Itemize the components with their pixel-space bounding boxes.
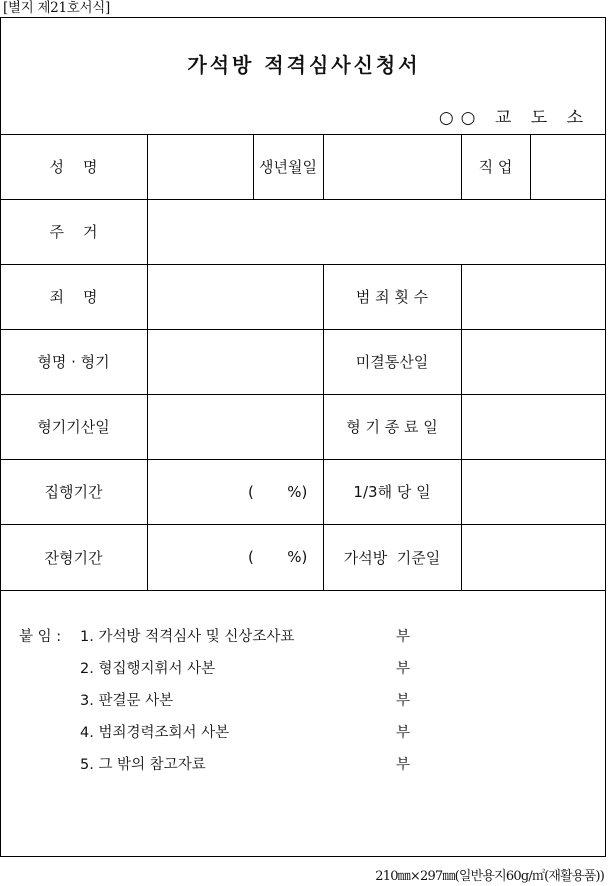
detention-days-label: 미결통산일 bbox=[355, 353, 429, 371]
sentence-field[interactable] bbox=[148, 329, 323, 394]
crime-count-field[interactable] bbox=[462, 264, 606, 329]
sentence-label: 형명 · 형기 bbox=[37, 353, 110, 371]
form-number-label: [별지 제21호서식] bbox=[3, 0, 110, 16]
attachment-item: 4. 범죄경력조회서 사본 bbox=[80, 725, 230, 741]
address-label: 주 거 bbox=[49, 223, 98, 241]
served-period-label: 집행기간 bbox=[44, 483, 103, 501]
term-end-field[interactable] bbox=[462, 394, 606, 459]
paper-spec-footer: 210㎜×297㎜(일반용지60g/㎡(재활용품)) bbox=[375, 869, 604, 884]
name-label: 성 명 bbox=[49, 158, 98, 176]
attachment-item: 2. 형집행지휘서 사본 bbox=[80, 661, 216, 677]
crime-name-label: 죄 명 bbox=[49, 288, 98, 306]
parole-base-date-field[interactable] bbox=[462, 524, 606, 590]
served-period-field[interactable]: ( %) bbox=[248, 482, 308, 501]
attachment-item: 5. 그 밖의 참고자료 bbox=[80, 757, 206, 773]
crime-name-field[interactable] bbox=[148, 264, 323, 329]
attachment-unit: 부 bbox=[396, 661, 411, 677]
parole-base-date-label: 가석방 기준일 bbox=[343, 548, 441, 567]
crime-count-label: 범 죄 횟 수 bbox=[355, 288, 429, 306]
attachment-item: 1. 가석방 적격심사 및 신상조사표 bbox=[80, 629, 295, 645]
attachments-heading: 붙 임 : bbox=[19, 629, 62, 645]
address-field[interactable] bbox=[148, 199, 606, 264]
attachment-unit: 부 bbox=[396, 693, 411, 709]
detention-days-field[interactable] bbox=[462, 329, 606, 394]
one-third-date-label: 1/3해 당 일 bbox=[353, 483, 431, 501]
remaining-period-label: 잔형기간 bbox=[44, 548, 103, 567]
term-start-label: 형기기산일 bbox=[37, 418, 110, 436]
job-field[interactable] bbox=[531, 134, 606, 199]
remaining-period-field[interactable]: ( %) bbox=[248, 548, 308, 566]
row-divider bbox=[0, 590, 606, 591]
birth-date-label: 생년월일 bbox=[259, 158, 317, 176]
attachment-unit: 부 bbox=[396, 629, 411, 645]
one-third-date-field[interactable] bbox=[462, 459, 606, 524]
attachment-item: 3. 판결문 사본 bbox=[80, 693, 174, 709]
institution-name: ○○ 교 도 소 bbox=[438, 108, 590, 128]
attachment-unit: 부 bbox=[396, 725, 411, 741]
form-title: 가석방 적격심사신청서 bbox=[187, 53, 421, 77]
term-end-label: 형 기 종 료 일 bbox=[346, 418, 438, 436]
job-label: 직 업 bbox=[478, 158, 513, 176]
term-start-field[interactable] bbox=[148, 394, 323, 459]
attachment-unit: 부 bbox=[396, 757, 411, 773]
birth-date-field[interactable] bbox=[324, 134, 461, 199]
name-field[interactable] bbox=[148, 134, 253, 199]
